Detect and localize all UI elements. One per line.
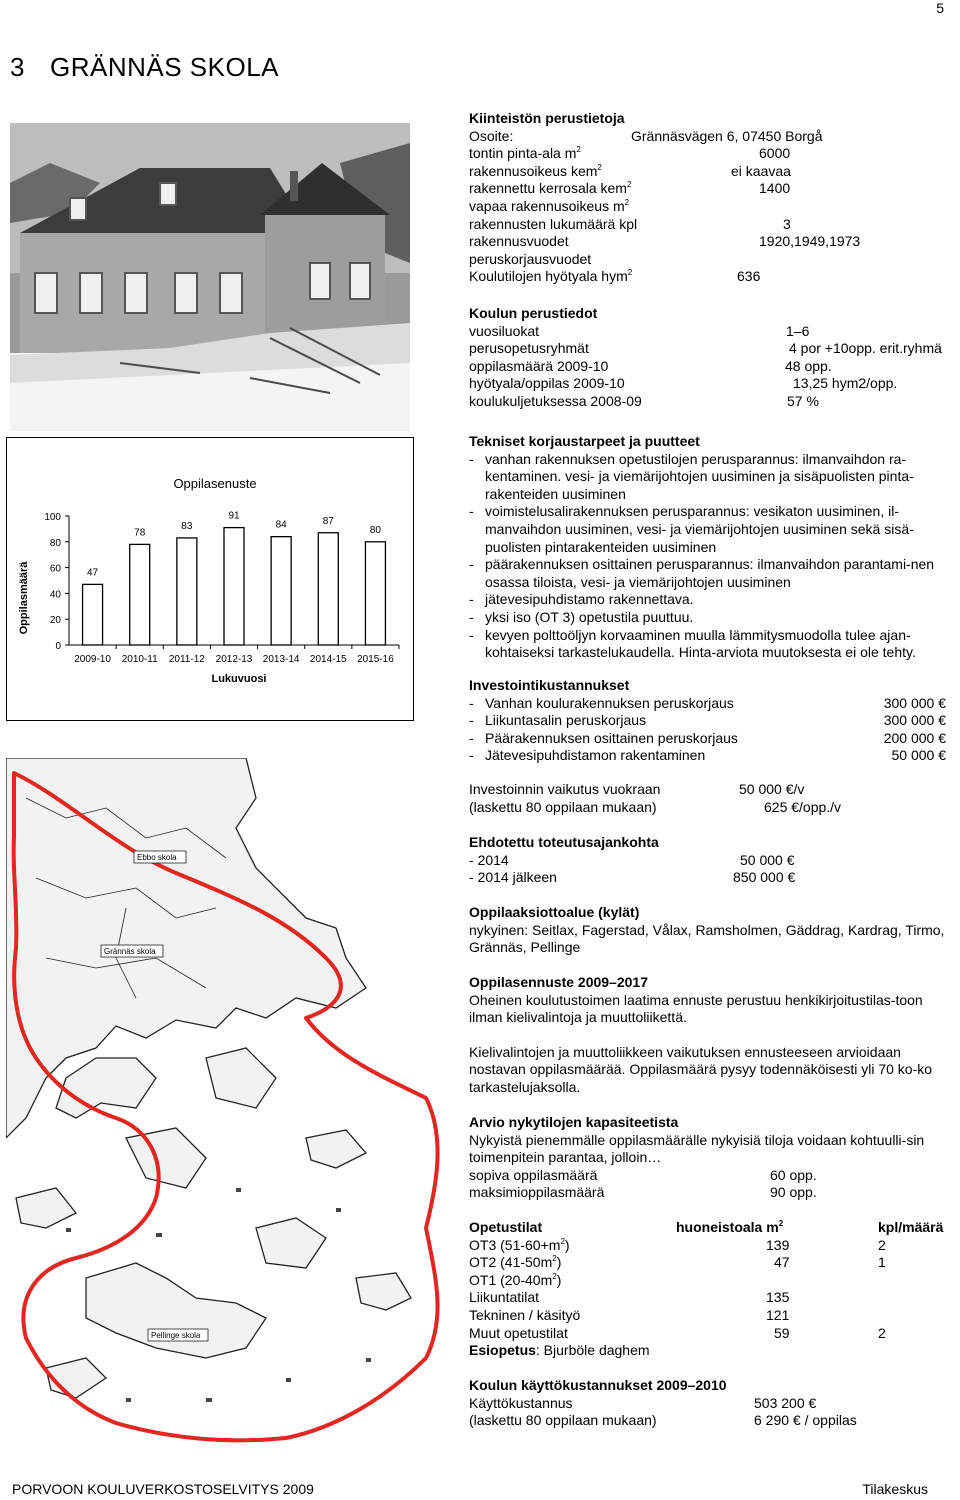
spaces-row: Muut opetustilat 59 2 (469, 1324, 886, 1341)
school-info-heading: Koulun perustiedot (469, 305, 598, 321)
footer (12, 1481, 928, 1497)
info-row-free-right: vapaa rakennusoikeus $m^2$ (469, 197, 630, 214)
catchment-heading: Oppilaaksiottoalue (kylät) (469, 904, 640, 920)
investment-row: - Vanhan koulurakennuksen peruskorjaus 300 000 € (469, 694, 946, 711)
spaces-row: OT1 $(20-40m^2)$ (469, 1271, 562, 1288)
footer-left: PORVOON KOULUVERKOSTOSELVITYS 2009 (12, 1481, 314, 1497)
forecast-text: Oheinen koulutustoimen laatima ennuste perustuu henkikirjoitustilas-toon ilman kielivalintoja ja muuttoliikettä. (469, 991, 923, 1026)
info-row-usable-area: Koulutilojen hyötyala hym$^2$ 636 (469, 268, 761, 285)
page-number: 5 (936, 0, 944, 16)
chart-y-tick-label: 100 (44, 512, 61, 523)
chart-y-tick-label: 60 (49, 563, 61, 575)
spaces-header: Opetustilat huoneistoala $m^2$ kpl/määrä (469, 1219, 944, 1235)
chart-data-label: 83 (181, 520, 193, 532)
chart-y-tick-label: 0 (55, 641, 61, 652)
student-forecast-chart (6, 437, 414, 721)
school-row-students: oppilasmäärä 2009-10 48 opp. (469, 357, 832, 374)
chart-x-tick-label: 2011-12 (168, 654, 205, 665)
info-row-building-right: rakennusoikeus kem$^2$ ei kaavaa (469, 162, 791, 179)
chart-x-tick-label: 2009-10 (74, 654, 111, 665)
investment-row: - Päärakennuksen osittainen peruskorjaus 200 000 € (469, 729, 946, 746)
schedule-section (469, 834, 954, 887)
chart-bar (177, 538, 197, 645)
catchment-section (469, 904, 954, 957)
map-label-pellinge: Pellinge skola (151, 1331, 201, 1340)
technical-section (469, 433, 954, 662)
school-photo (10, 123, 410, 431)
catchment-map (6, 758, 450, 1448)
forecast-text-2: Kielivalintojen ja muuttoliikkeen vaikutuksen ennusteeseen arvioidaan nostavan oppilasmäärää. Oppilasmäärä pysyy todennäköisesti yli 70 ko-ko tarkastelujaksolla. (469, 1043, 933, 1095)
chart-data-label: 47 (87, 567, 99, 579)
info-row-built-area: rakennettu kerrosala kem$^2$ 1400 (469, 180, 791, 197)
chart-data-label: 78 (134, 527, 146, 539)
capacity-row: sopiva oppilasmäärä 60 opp. (469, 1166, 817, 1183)
rent-impact-label: Investoinnin vaikutus vuokraan (469, 781, 661, 797)
chart-bar (83, 584, 103, 645)
spaces-row: OT3 $(51-60+m^2)$ 139 2 (469, 1236, 886, 1253)
info-row-renovation-years: peruskorjausvuodet (469, 250, 592, 267)
preschool-row: Esiopetus: Bjurböle daghem (469, 1342, 650, 1359)
technical-list (469, 451, 954, 662)
investments-heading: Investointikustannukset (469, 677, 630, 693)
forecast-heading: Oppilasennuste 2009–2017 (469, 974, 648, 990)
chart-x-tick-label: 2012-13 (215, 654, 253, 665)
capacity-heading: Arvio nykytilojen kapasiteetista (469, 1114, 679, 1130)
info-row-plot-area: tontin pinta-ala $m^2$ 6000 (469, 145, 791, 162)
chart-y-tick-label: 80 (49, 537, 61, 549)
chart-y-axis-label: Oppilasmäärä (18, 561, 30, 635)
capacity-row: maksimioppilasmäärä 90 opp. (469, 1184, 817, 1201)
property-info-heading: Kiinteistön perustietoja (469, 110, 625, 126)
section-title: GRÄNNÄS SKOLA (50, 52, 280, 82)
chart-title: Oppilasenuste (173, 476, 257, 491)
chart-x-tick-label: 2014-15 (309, 654, 347, 665)
spaces-row: Liikuntatilat 135 (469, 1289, 790, 1306)
chart-y-tick-label: 20 (49, 615, 61, 627)
technical-item: - vanhan rakennuksen opetustilojen perusparannus: ilmanvaihdon ra-kentaminen. vesi- ja viemärijohtojen uusiminen ja sisäpuolisten pinta-rakenteiden uusiminen (469, 451, 954, 504)
technical-item: - yksi iso (OT 3) opetustila puuttuu. (469, 609, 954, 627)
chart-x-axis-label: Lukuvuosi (211, 673, 267, 685)
chart-y-tick-label: 40 (49, 589, 61, 601)
schedule-row: - 2014 50 000 € (469, 851, 795, 868)
operating-cost-row: Käyttökustannus 503 200 € (469, 1394, 817, 1411)
catchment-text: nykyinen: Seitlax, Fagerstad, Vålax, Ramsholmen, Gäddrag, Kardrag, Tirmo, Grännäs, Pellinge (469, 921, 945, 956)
investment-row: - Jätevesipuhdistamon rakentaminen 50 000 € (469, 747, 946, 764)
chart-data-label: 87 (322, 515, 334, 527)
map-label-grannas: Grännäs skola (104, 947, 156, 956)
schedule-heading: Ehdotettu toteutusajankohta (469, 834, 659, 850)
rent-impact-note: (laskettu 80 oppilaan mukaan) (469, 798, 657, 815)
school-row-groups: perusopetusryhmät 4 por +10opp. erit.ryhmä (469, 340, 942, 357)
school-building-image (10, 123, 410, 431)
map-label-ebbo: Ebbo skola (137, 853, 177, 862)
section-number: 3 (10, 52, 25, 82)
footer-right: Tilakeskus (862, 1481, 928, 1497)
chart-bar (224, 528, 244, 645)
technical-item: - voimistelusalirakennuksen perusparannus: vesikaton uusiminen, il-manvaihdon uusiminen, vesi- ja viemärijohtojen uusiminen sekä sisä-puolisten pintarakenteiden uusiminen (469, 503, 954, 556)
rent-impact-note-value: 625 €/opp./v (764, 798, 842, 815)
technical-item: - kevyen polttoöljyn korvaaminen muulla lämmitysmuodolla tulee ajan-kohtaiseksi tarkastelukaudella. Hinta-arviota muutoksesta ei ole tehty. (469, 627, 954, 662)
spaces-table (469, 1219, 954, 1360)
forecast-section (469, 974, 954, 1097)
info-row-address: Osoite: Grännäsvägen 6, 07450 Borgå (469, 127, 823, 144)
spaces-row: OT2 $(41-50m^2)$ 47 1 (469, 1254, 886, 1271)
rent-impact-value: 50 000 €/v (739, 781, 805, 797)
investment-row: - Liikuntasalin peruskorjaus 300 000 € (469, 712, 946, 729)
spaces-row: Tekninen / käsityö 121 (469, 1306, 790, 1323)
operating-cost-row: (laskettu 80 oppilaan mukaan) 6 290 € / oppilas (469, 1412, 857, 1429)
school-row-transport: koulukuljetuksessa 2008-09 57 % (469, 392, 819, 409)
technical-item: - jätevesipuhdistamo rakennettava. (469, 591, 954, 609)
map-canvas (6, 758, 450, 1448)
chart-bar (318, 533, 338, 645)
technical-heading: Tekniset korjaustarpeet ja puutteet (469, 433, 700, 449)
info-row-build-years: rakennusvuodet 1920,1949,1973 (469, 233, 861, 250)
chart-canvas (7, 438, 413, 720)
operating-costs (469, 1377, 954, 1430)
page-title (10, 52, 279, 83)
chart-x-tick-label: 2013-14 (262, 654, 300, 665)
school-row-area-per-student: hyötyala/oppilas 2009-10 13,25 hym2/opp. (469, 375, 898, 392)
capacity-text: Nykyistä pienemmälle oppilasmäärälle nykyisiä tiloja voidaan kohtuulli-sin toimenpitein parantaa, jolloin… (469, 1131, 925, 1166)
chart-bar (271, 537, 291, 645)
chart-data-label: 84 (275, 519, 287, 531)
schedule-row: - 2014 jälkeen 850 000 € (469, 869, 796, 886)
operating-costs-heading: Koulun käyttökustannukset 2009–2010 (469, 1377, 727, 1393)
school-info (469, 305, 954, 411)
chart-bar (365, 542, 385, 645)
investments-section (469, 677, 954, 765)
info-row-building-count: rakennusten lukumäärä kpl 3 (469, 215, 791, 232)
chart-data-label: 91 (228, 510, 240, 522)
rent-impact (469, 781, 954, 816)
technical-item: - päärakennuksen osittainen perusparannus: ilmanvaihdon parantami-nen osassa tiloista, vesi- ja viemärijohtojen uusiminen (469, 556, 954, 591)
chart-data-label: 80 (369, 524, 381, 536)
property-info (469, 110, 954, 286)
capacity-section (469, 1114, 954, 1202)
chart-x-tick-label: 2010-11 (121, 654, 158, 665)
school-row-grades: vuosiluokat 1–6 (469, 322, 810, 339)
chart-x-tick-label: 2015-16 (357, 654, 394, 665)
chart-bar (130, 544, 150, 645)
